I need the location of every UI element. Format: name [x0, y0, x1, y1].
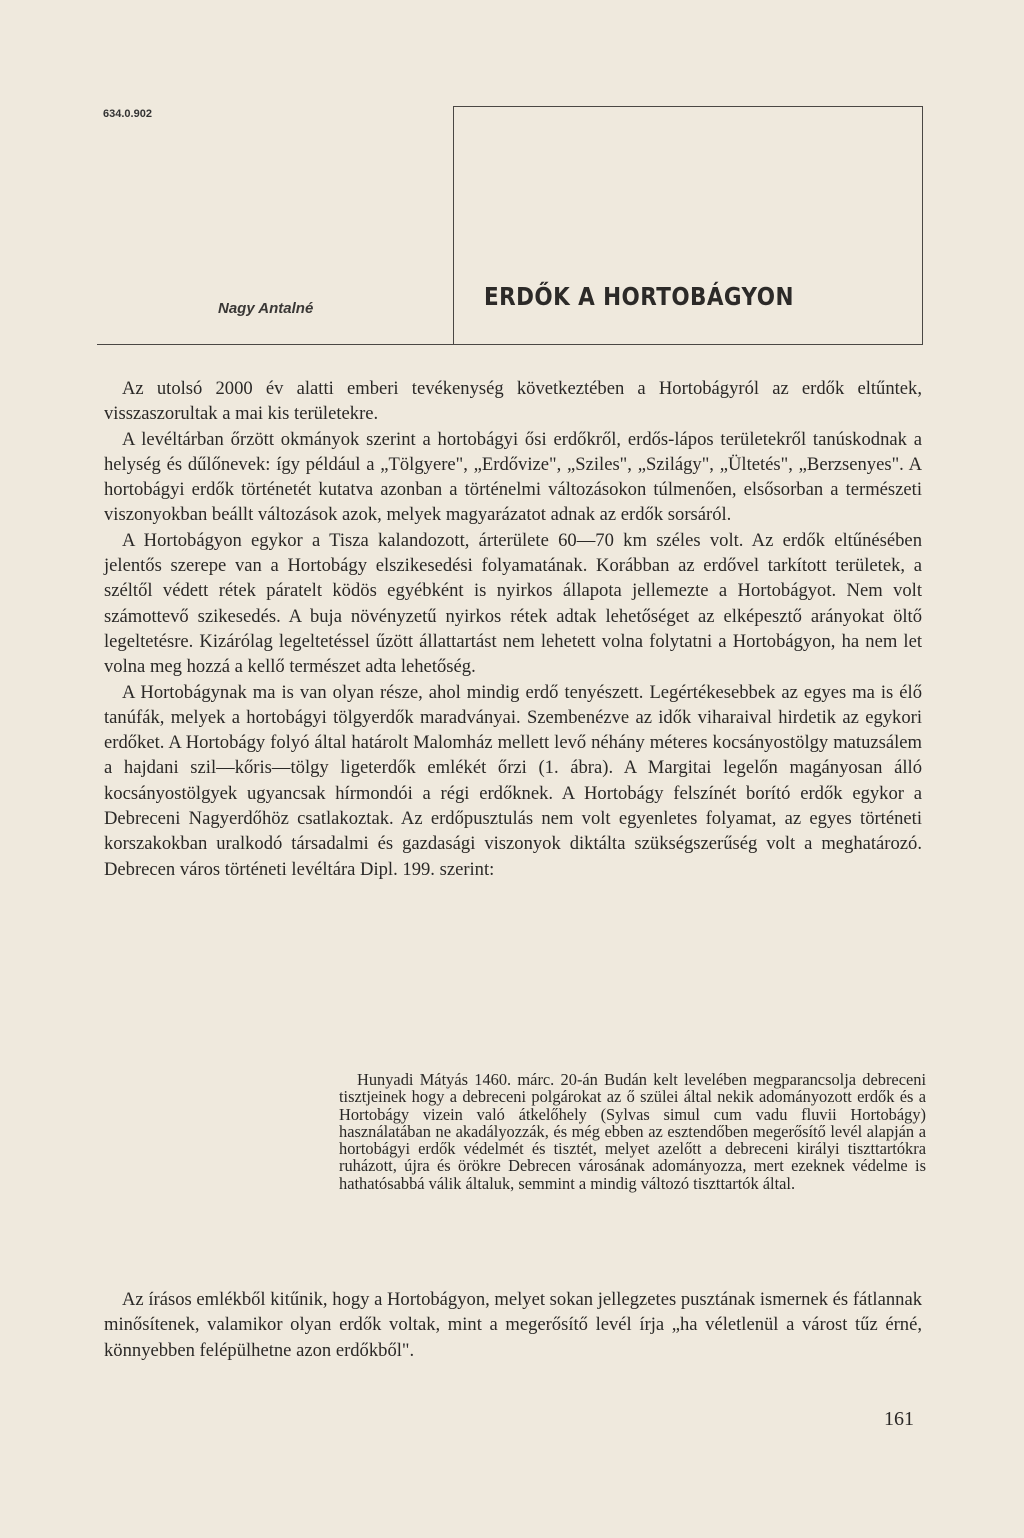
classification-code: 634.0.902 — [103, 108, 152, 120]
closing-section — [104, 1287, 922, 1363]
author-name: Nagy Antalné — [218, 300, 314, 317]
article-body — [104, 376, 922, 882]
body-paragraph: A Hortobágyon egykor a Tisza kalandozott, árterülete 60—70 km széles volt. Az erdők eltűnésében jelentős szerepe van a Hortobágy elszikesedési folyamatának. Korábban az erdővel tarkított területek, a széltől védett rétek páratelt ködös egyébként is nyirkos állapota jellemezte a Hortobágyot. Nem volt számottevő szikesedés. A buja növényzetű nyirkos rétek adtak lehetőséget az elképesztő arányokat öltő legeltetésre. Kizárólag legeltetéssel űzött állattartást nem lehetett volna folytatni a Hortobágyon, ha nem let volna meg hozzá a kellő természet adta lehetőség. — [104, 529, 922, 678]
page-number: 161 — [884, 1408, 914, 1430]
article-title: ERDŐK A HORTOBÁGYON — [484, 282, 794, 311]
block-quote — [339, 1071, 926, 1192]
body-paragraph: A Hortobágynak ma is van olyan része, ahol mindig erdő tenyészett. Legértékesebbek az egyes ma is élő tanúfák, melyek a hortobágyi tölgyerdők maradványai. Szembenézve az idők viharaival hirdetik az egykori erdőket. A Hortobágy folyó által határolt Malomház mellett levő néhány méteres kocsányostölgy matuzsálem a hajdani szil—kőris—tölgy ligeterdők emlékét őrzi (1. ábra). A Margitai legelőn magányosan álló kocsányostölgyek ugyancsak hírmondói a régi erdőknek. A Hortobágy felszínét borító erdők egykor a Debreceni Nagyerdőhöz csatlakoztak. Az erdőpusztulás nem volt egyenletes folyamat, az egyes történeti korszakokban uralkodó társadalmi és gazdasági viszonyok diktálta szükségszerűség volt a meghatározó. Debrecen város történeti levéltára Dipl. 199. szerint: — [104, 681, 922, 880]
quote-text: Hunyadi Mátyás 1460. márc. 20-án Budán kelt levelében megparancsolja debreceni tisztjeinek hogy a debreceni polgárokat az ő szülei által nekik adományozott erdők és a Hortobágy vizein való átkelőhely (Sylvas simul cum vadu fluvii Hortobágy) használatában ne akadályozzák, és még ebben az esztendőben megerősítő levél alapján a hortobágyi erdők védelmét és tisztét, melyet azelőtt a debreceni királyi tiszttartókra ruházott, újra és örökre Debrecen városának adományozza, mert ezeknek védelme is hathatósabbá válik általuk, semmint a mindig változó tiszttartók által. — [339, 1070, 926, 1193]
closing-paragraph: Az írásos emlékből kitűnik, hogy a Hortobágyon, melyet sokan jellegzetes pusztának ismernek és fátlannak minősítenek, valamikor olyan erdők voltak, mint a megerősítő levél írja „ha véletlenül a várost tűz érné, könnyebben felépülhetne azon erdőkből". — [104, 1289, 922, 1361]
body-paragraph: Az utolsó 2000 év alatti emberi tevékenység következtében a Hortobágyról az erdők eltűntek, visszaszorultak a mai kis területekre. — [104, 378, 922, 425]
body-paragraph: A levéltárban őrzött okmányok szerint a hortobágyi ősi erdőkről, erdős-lápos területekről tanúskodnak a helység és dűlőnevek: így például a „Tölgyere", „Erdővize", „Szilеs", „Szilágy", „Ültetés", „Berzsenyes". A hortobágyi erdők történetét kutatva azonban a történelmi változásokon túlmenően, elsősorban a természeti viszonyokban beállt változások azok, melyek magyarázatot adnak az erdők sorsáról. — [104, 428, 922, 526]
header-rule — [97, 344, 923, 345]
